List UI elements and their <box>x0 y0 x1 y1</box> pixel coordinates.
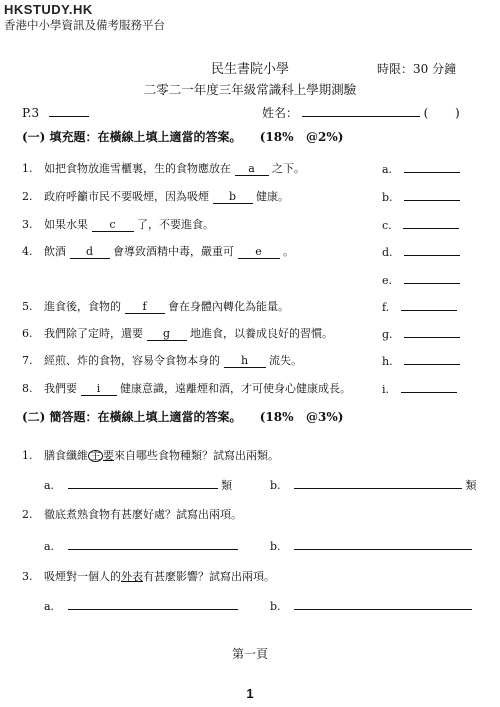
answer-line[interactable] <box>404 160 460 173</box>
answer-g <box>382 325 460 341</box>
q-text: 如果水果 <box>44 218 88 231</box>
s2-question-2 <box>22 506 242 522</box>
q-text: 我們要 <box>44 382 77 395</box>
q-text: 。 <box>283 245 294 258</box>
q-blank[interactable]: c <box>92 219 134 232</box>
q-text: 飲酒 <box>44 245 66 258</box>
section1-marks: (18% @2%) <box>259 130 344 144</box>
s1-question-7 <box>22 352 302 368</box>
name-label: 姓名： <box>262 106 299 120</box>
answer-letter: h. <box>382 355 393 368</box>
answer-h <box>382 352 460 368</box>
q-blank[interactable]: g <box>147 328 187 341</box>
section1-title-text: (一) 填充題：在橫線上填上適當的答案。 <box>22 130 242 144</box>
q-text: 來自哪些食物種類？試寫出兩類。 <box>114 449 279 462</box>
answer-line[interactable] <box>401 380 457 393</box>
class-label: P.3 <box>22 106 40 120</box>
s1-question-1 <box>22 160 305 176</box>
page-label: 第一頁 <box>231 647 268 661</box>
watermark-tagline: 香港中小學資訊及備考服務平台 <box>4 18 165 32</box>
q-blank[interactable]: h <box>224 355 266 368</box>
answer-line[interactable] <box>404 271 460 284</box>
q-number: 1. <box>22 162 33 175</box>
q-text: 徹底煮熟食物有甚麼好處？試寫出兩項。 <box>44 508 242 521</box>
answer-f <box>382 298 457 314</box>
s2-q2-answer-b <box>270 537 472 553</box>
s1-question-4 <box>22 243 294 259</box>
q-number: 2. <box>22 190 33 203</box>
q-text: 膳食纖維 <box>44 449 88 462</box>
q-number: 4. <box>22 245 33 258</box>
underlined-text: 外表 <box>121 570 143 583</box>
section2-title-text: (二) 簡答題：在橫線上填上適當的答案。 <box>22 410 242 424</box>
q-text: 流失。 <box>269 354 302 367</box>
answer-line[interactable] <box>68 597 238 610</box>
answer-line[interactable] <box>68 476 218 489</box>
answer-letter: a. <box>44 600 55 613</box>
answer-a <box>382 160 460 176</box>
answer-line[interactable] <box>68 537 238 550</box>
school-name: 民生書院小學 <box>210 62 289 77</box>
q-text: 會在身體內轉化為能量。 <box>168 300 289 313</box>
exam-title: 二零二一年度三年級常識科上學期測驗 <box>143 82 357 97</box>
q-text: 之下。 <box>272 162 305 175</box>
answer-line[interactable] <box>404 325 460 338</box>
class-blank[interactable] <box>49 104 89 117</box>
s1-question-6 <box>22 325 333 341</box>
answer-letter: c. <box>382 219 392 232</box>
answer-letter: b. <box>382 191 393 204</box>
q-number: 8. <box>22 382 33 395</box>
class-row <box>22 104 89 120</box>
s1-question-2 <box>22 188 289 204</box>
answer-d <box>382 243 460 259</box>
q-text: 吸煙對一個人的 <box>44 570 121 583</box>
q-blank[interactable]: f <box>125 301 165 314</box>
answer-e <box>382 271 460 287</box>
answer-line[interactable] <box>404 188 460 201</box>
answer-line[interactable] <box>294 537 472 550</box>
q-text: 經煎、炸的食物，容易令食物本身的 <box>44 354 220 367</box>
s2-q2-answer-a <box>44 537 238 553</box>
answer-letter: d. <box>382 246 393 259</box>
q-number: 7. <box>22 354 33 367</box>
class-number-paren: ( ) <box>423 106 460 120</box>
q-text: 地進食，以養成良好的習慣。 <box>190 327 333 340</box>
answer-letter: a. <box>382 163 393 176</box>
answer-line[interactable] <box>403 216 459 229</box>
answer-letter: f. <box>382 301 390 314</box>
q-number: 1. <box>22 449 33 462</box>
q-blank[interactable]: a <box>235 163 269 176</box>
underlined-char: 要 <box>103 449 114 462</box>
s2-q3-answer-a <box>44 597 238 613</box>
q-text: 健康。 <box>256 190 289 203</box>
section1-title <box>22 128 343 145</box>
s2-question-1 <box>22 447 279 463</box>
name-row <box>262 104 460 121</box>
answer-line[interactable] <box>404 352 460 365</box>
answer-line[interactable] <box>294 476 462 489</box>
q-number: 6. <box>22 327 33 340</box>
s1-question-3 <box>22 216 214 232</box>
section2-title <box>22 408 343 425</box>
q-blank[interactable]: b <box>213 191 253 204</box>
answer-letter: b. <box>270 479 281 492</box>
section2-marks: (18% @3%) <box>259 410 344 424</box>
page-number: 1 <box>246 686 254 701</box>
q-text: 進食後，食物的 <box>44 300 121 313</box>
q-text: 如把食物放進雪櫃裏，生的食物應放在 <box>44 162 231 175</box>
q-text: 我們除了定時，還要 <box>44 327 143 340</box>
s1-question-5 <box>22 298 289 314</box>
q-blank[interactable]: e <box>238 246 280 259</box>
q-blank[interactable]: d <box>70 246 110 259</box>
answer-letter: e. <box>382 274 393 287</box>
watermark-site: HKSTUDY.HK <box>4 2 93 17</box>
answer-unit: 類 <box>221 479 233 492</box>
answer-i <box>382 380 457 396</box>
q-text: 政府呼籲市民不要吸煙，因為吸煙 <box>44 190 209 203</box>
s2-q1-answer-a <box>44 476 232 493</box>
time-limit: 時限：30 分鐘 <box>377 62 457 76</box>
answer-line[interactable] <box>294 597 472 610</box>
q-number: 3. <box>22 218 33 231</box>
s2-q1-answer-b <box>270 476 477 493</box>
name-blank[interactable] <box>302 104 420 117</box>
answer-b <box>382 188 460 204</box>
s1-question-8 <box>22 380 351 396</box>
answer-c <box>382 216 459 232</box>
answer-letter: i. <box>382 383 390 396</box>
circled-char: 主 <box>90 449 101 462</box>
q-text: 了，不要進食。 <box>137 218 214 231</box>
answer-letter: g. <box>382 328 393 341</box>
s2-q3-answer-b <box>270 597 472 613</box>
answer-letter: a. <box>44 479 55 492</box>
answer-unit: 類 <box>465 479 477 492</box>
q-number: 2. <box>22 508 33 521</box>
q-text: 健康意識，遠離煙和酒，才可使身心健康成長。 <box>120 382 351 395</box>
q-number: 5. <box>22 300 33 313</box>
answer-line[interactable] <box>404 243 460 256</box>
q-blank[interactable]: i <box>81 383 117 396</box>
s2-question-3 <box>22 568 275 584</box>
q-number: 3. <box>22 570 33 583</box>
q-text: 會導致酒精中毒，嚴重可 <box>113 245 234 258</box>
q-text: 有甚麼影響？試寫出兩項。 <box>143 570 275 583</box>
answer-line[interactable] <box>401 298 457 311</box>
answer-letter: b. <box>270 600 281 613</box>
answer-letter: b. <box>270 540 281 553</box>
answer-letter: a. <box>44 540 55 553</box>
